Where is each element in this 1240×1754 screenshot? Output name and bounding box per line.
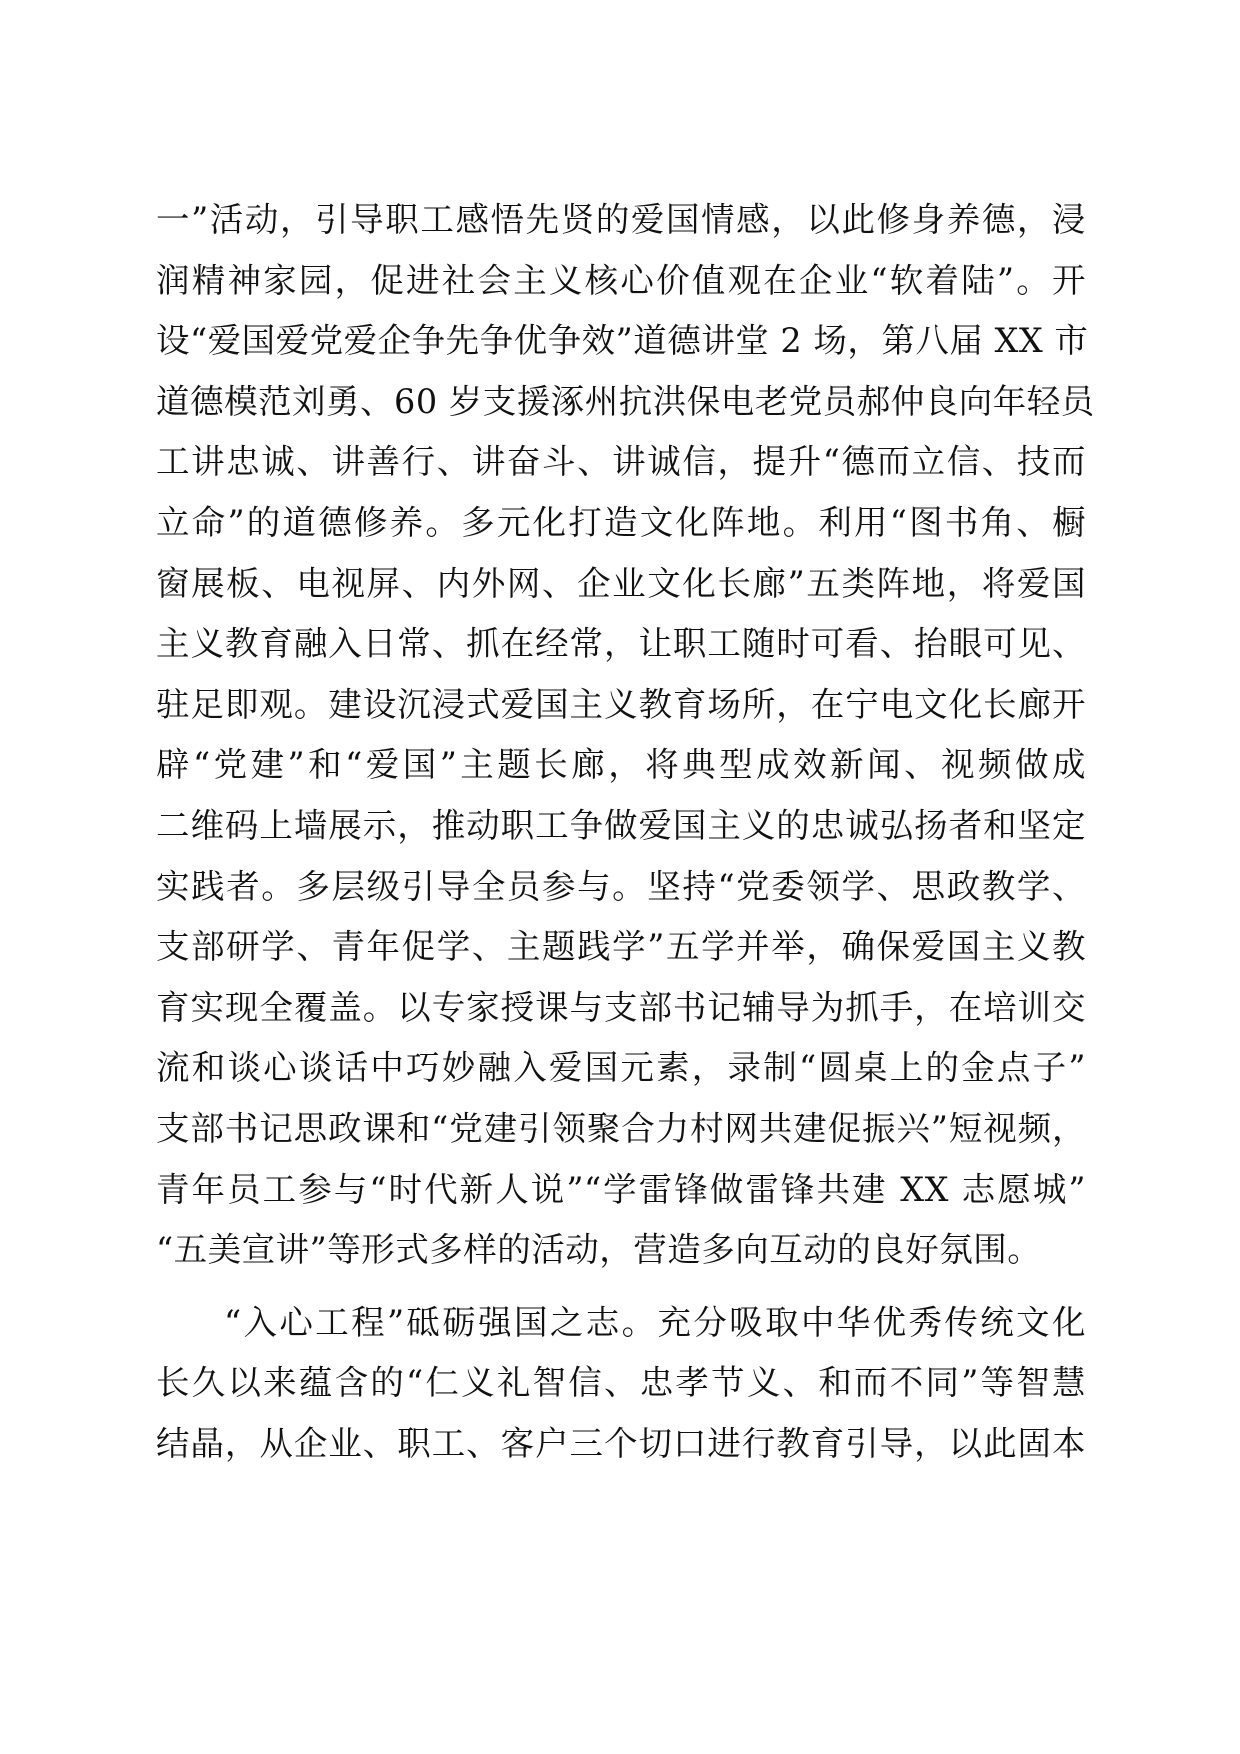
text-line: 窗展板、电视屏、内外网、企业文化长廊”五类阵地，将爱国 [156, 563, 1087, 603]
text-line: 道德模范刘勇、60 岁支援涿州抗洪保电老党员郝仲良向年轻员 [156, 381, 1095, 421]
text-line: 支部书记思政课和“党建引领聚合力村网共建促振兴”短视频， [156, 1108, 1086, 1148]
text-line: “五美宣讲”等形式多样的活动，营造多向互动的良好氛围。 [156, 1230, 1042, 1270]
text-line: 结晶，从企业、职工、客户三个切口进行教育引导，以此固本 [156, 1423, 1086, 1463]
text-line: 驻足即观。建设沉浸式爱国主义教育场所，在宁电文化长廊开 [156, 684, 1086, 724]
text-line: “入心工程”砥砺强国之志。充分吸取中华优秀传统文化 [224, 1302, 1086, 1342]
body-text [156, 190, 1095, 1474]
text-line: 润精神家园，促进社会主义核心价值观在企业“软着陆”。开 [156, 260, 1086, 300]
text-line: 辟“党建”和“爱国”主题长廊，将典型成效新闻、视频做成 [156, 745, 1086, 785]
text-line: 实践者。多层级引导全员参与。坚持“党委领学、思政教学、 [156, 866, 1086, 906]
text-line: 流和谈心谈话中巧妙融入爱国元素，录制“圆桌上的金点子” [156, 1048, 1086, 1088]
text-line: 主义教育融入日常、抓在经常，让职工随时可看、抬眼可见、 [156, 624, 1086, 664]
text-line: 立命”的道德修养。多元化打造文化阵地。利用“图书角、橱 [156, 502, 1086, 542]
text-line: 长久以来蕴含的“仁义礼智信、忠孝节义、和而不同”等智慧 [156, 1363, 1086, 1403]
text-line: 二维码上墙展示，推动职工争做爱国主义的忠诚弘扬者和坚定 [156, 805, 1086, 845]
text-line: 育实现全覆盖。以专家授课与支部书记辅导为抓手，在培训交 [156, 987, 1086, 1027]
text-line: 青年员工参与“时代新人说”“学雷锋做雷锋共建 XX 志愿城” [156, 1169, 1086, 1209]
text-line: 支部研学、青年促学、主题践学”五学并举，确保爱国主义教 [156, 927, 1086, 967]
text-line: 工讲忠诚、讲善行、讲奋斗、讲诚信，提升“德而立信、技而 [156, 442, 1086, 482]
text-line: 一”活动，引导职工感悟先贤的爱国情感，以此修身养德，浸 [156, 200, 1087, 239]
text-line: 设“爱国爱党爱企争先争优争效”道德讲堂 2 场，第八届 XX 市 [156, 321, 1089, 361]
paragraph-gap [156, 1281, 1086, 1293]
